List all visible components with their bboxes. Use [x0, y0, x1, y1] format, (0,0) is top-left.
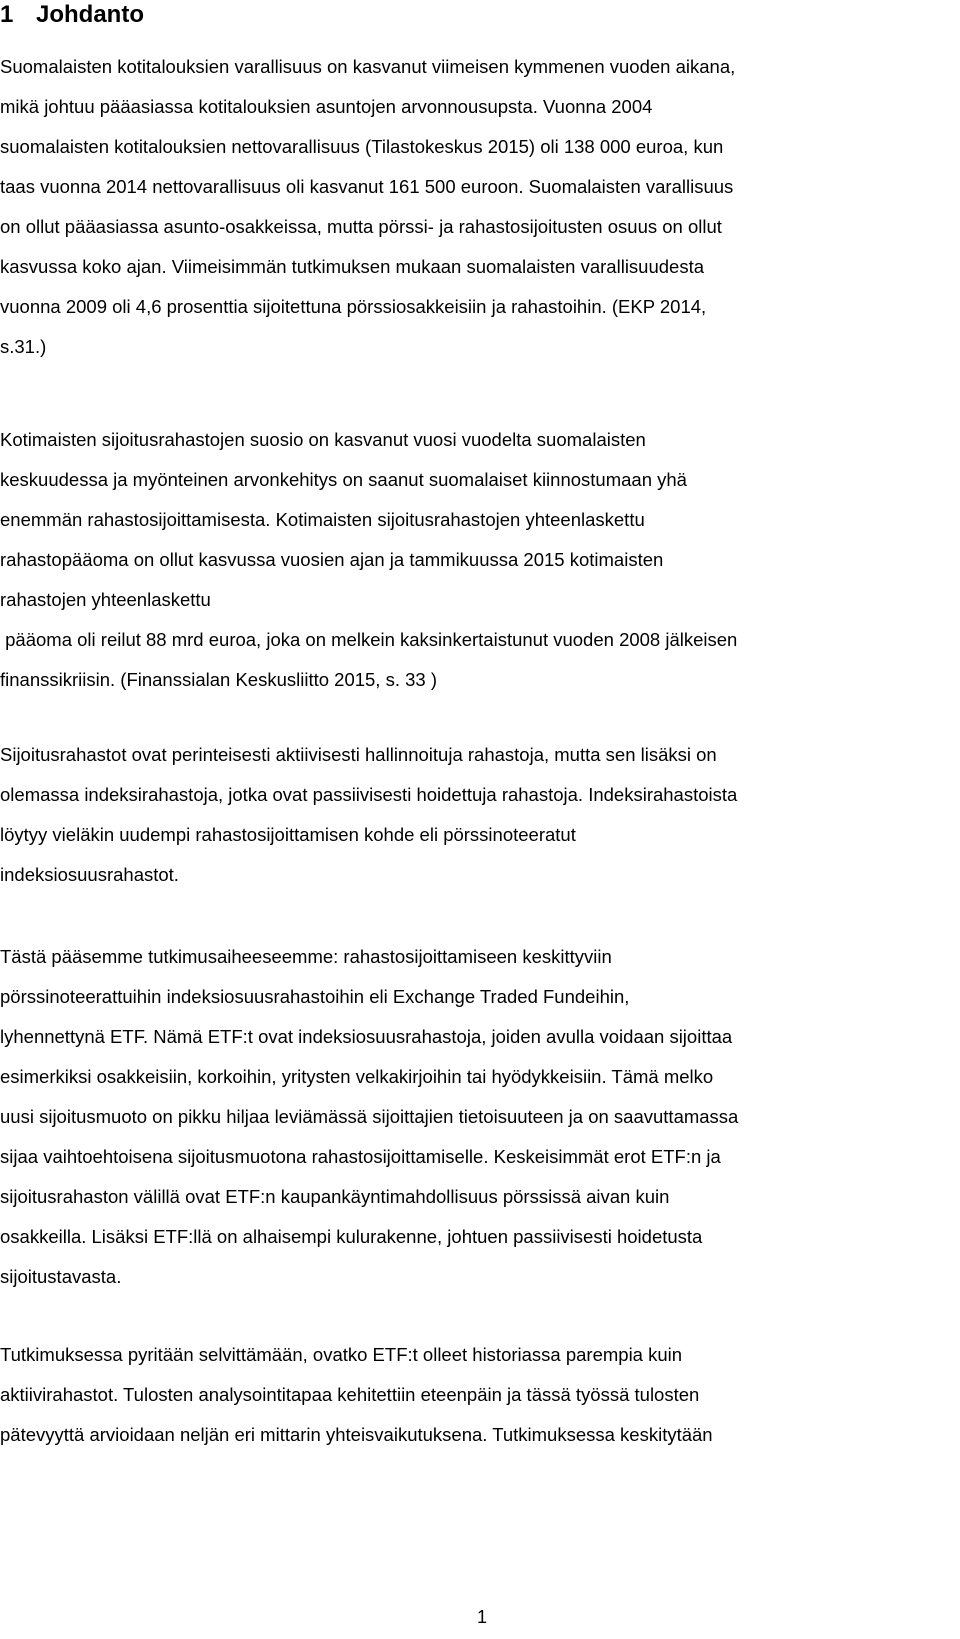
text-line: suomalaisten kotitalouksien nettovarallisuus (Tilastokeskus 2015) oli 138 000 euroa, kun — [0, 136, 724, 157]
text-line: vuonna 2009 oli 4,6 prosenttia sijoitettuna pörssiosakkeisiin ja rahastoihin. (EKP 2014, — [0, 296, 707, 317]
page-number: 1 — [476, 1607, 487, 1627]
text-line: esimerkiksi osakkeisiin, korkoihin, yritysten velkakirjoihin tai hyödykkeisiin. Tämä melko — [0, 1066, 714, 1087]
text-line: mikä johtuu pääasiassa kotitalouksien asuntojen arvonnousupsta. Vuonna 2004 — [0, 96, 653, 117]
paragraph-3 — [0, 735, 960, 895]
text-line: on ollut pääasiassa asunto-osakkeissa, mutta pörssi- ja rahastosijoitusten osuus on ollut — [0, 216, 722, 237]
text-line: rahastojen yhteenlaskettu — [0, 589, 211, 610]
text-line: aktiivirahastot. Tulosten analysointitapaa kehitettiin eteenpäin ja tässä työssä tulosten — [0, 1384, 700, 1405]
section-heading — [0, 0, 144, 30]
text-line: sijoitustavasta. — [0, 1266, 122, 1287]
section-number: 1 — [0, 1, 14, 28]
text-line: lyhennettynä ETF. Nämä ETF:t ovat indeksiosuusrahastoja, joiden avulla voidaan sijoittaa — [0, 1026, 733, 1047]
section-title: Johdanto — [36, 1, 144, 28]
paragraph-2 — [0, 420, 960, 700]
text-line: olemassa indeksirahastoja, jotka ovat passiivisesti hoidettuja rahastoja. Indeksirahastoista — [0, 784, 738, 805]
text-line: Suomalaisten kotitalouksien varallisuus on kasvanut viimeisen kymmenen vuoden aikana, — [0, 56, 736, 77]
text-line: finanssikriisin. (Finanssialan Keskusliitto 2015, s. 33 ) — [0, 669, 437, 690]
text-line: Tästä pääsemme tutkimusaiheeseemme: rahastosijoittamiseen keskittyviin — [0, 946, 612, 967]
text-line: uusi sijoitusmuoto on pikku hiljaa leviämässä sijoittajien tietoisuuteen ja on saavuttamassa — [0, 1106, 739, 1127]
text-line: pörssinoteerattuihin indeksiosuusrahastoihin eli Exchange Traded Fundeihin, — [0, 986, 630, 1007]
text-line: taas vuonna 2014 nettovarallisuus oli kasvanut 161 500 euroon. Suomalaisten varallisuus — [0, 176, 734, 197]
text-line: Tutkimuksessa pyritään selvittämään, ovatko ETF:t olleet historiassa parempia kuin — [0, 1344, 683, 1365]
paragraph-1 — [0, 47, 960, 367]
text-line: keskuudessa ja myönteinen arvonkehitys on saanut suomalaiset kiinnostumaan yhä — [0, 469, 687, 490]
text-line: Kotimaisten sijoitusrahastojen suosio on kasvanut vuosi vuodelta suomalaisten — [0, 429, 646, 450]
text-line: Sijoitusrahastot ovat perinteisesti aktiivisesti hallinnoituja rahastoja, mutta sen lisäksi on — [0, 744, 717, 765]
text-line: enemmän rahastosijoittamisesta. Kotimaisten sijoitusrahastojen yhteenlaskettu — [0, 509, 645, 530]
text-line: pääoma oli reilut 88 mrd euroa, joka on melkein kaksinkertaistunut vuoden 2008 jälkeisen — [0, 629, 738, 650]
text-line: s.31.) — [0, 336, 47, 357]
text-line: rahastopääoma on ollut kasvussa vuosien ajan ja tammikuussa 2015 kotimaisten — [0, 549, 664, 570]
paragraph-4 — [0, 937, 960, 1297]
text-line: pätevyyttä arvioidaan neljän eri mittarin yhteisvaikutuksena. Tutkimuksessa keskitytään — [0, 1424, 713, 1445]
paragraph-5 — [0, 1335, 960, 1455]
text-line: sijoitusrahaston välillä ovat ETF:n kaupankäyntimahdollisuus pörssissä aivan kuin — [0, 1186, 670, 1207]
text-line: osakkeilla. Lisäksi ETF:llä on alhaisempi kulurakenne, johtuen passiivisesti hoidetusta — [0, 1226, 703, 1247]
text-line: löytyy vieläkin uudempi rahastosijoittamisen kohde eli pörssinoteeratut — [0, 824, 576, 845]
text-line: sijaa vaihtoehtoisena sijoitusmuotona rahastosijoittamiselle. Keskeisimmät erot ETF:n ja — [0, 1146, 721, 1167]
text-line: indeksiosuusrahastot. — [0, 864, 179, 885]
text-line: kasvussa koko ajan. Viimeisimmän tutkimuksen mukaan suomalaisten varallisuudesta — [0, 256, 705, 277]
